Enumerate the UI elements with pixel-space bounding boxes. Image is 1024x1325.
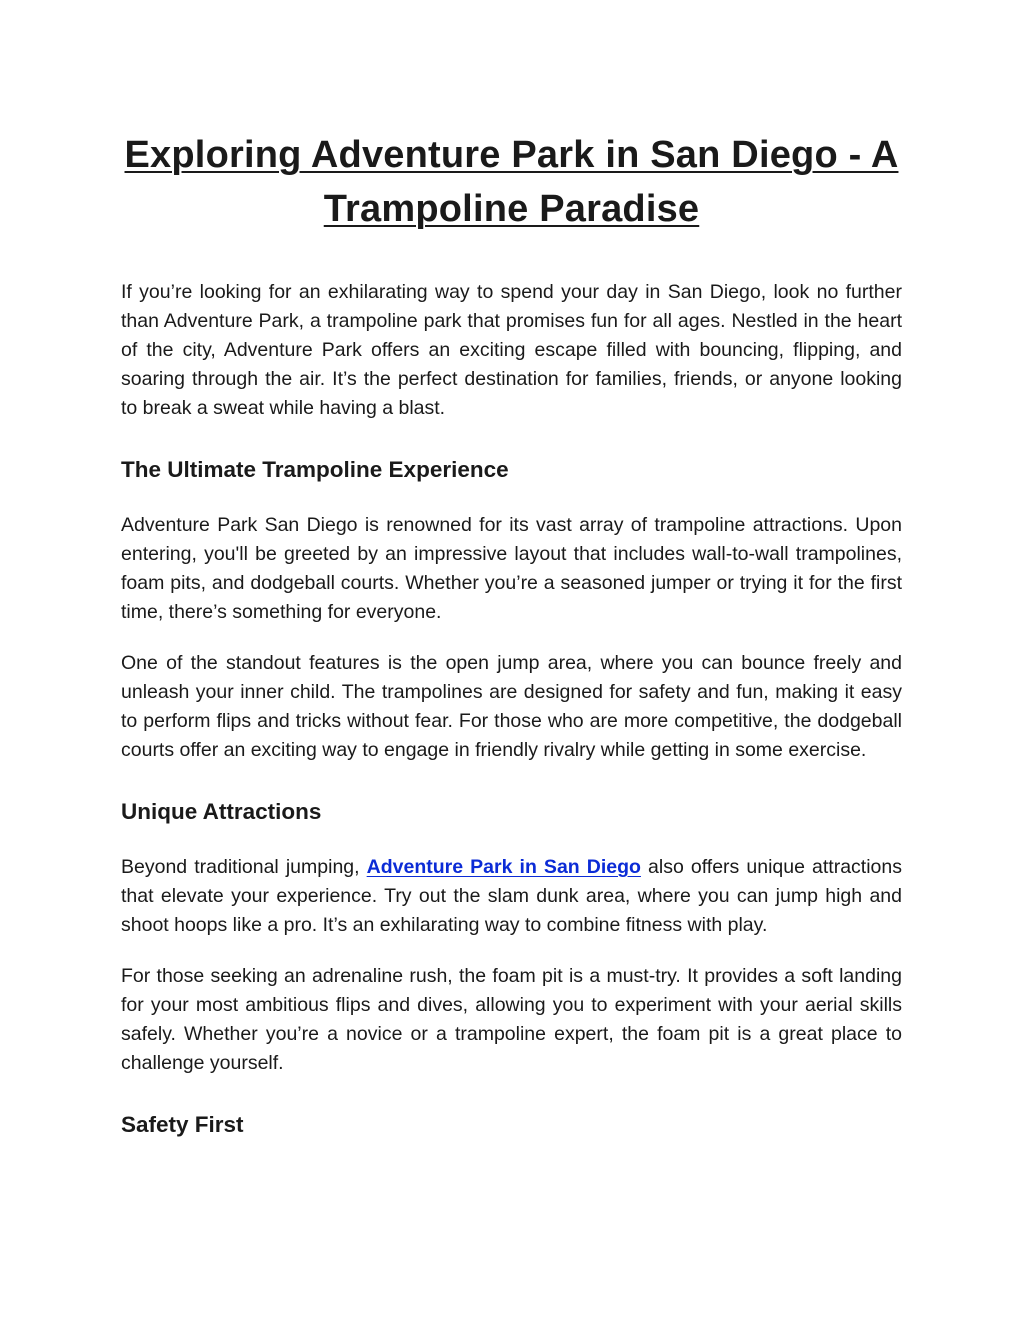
section-heading-safety-first: Safety First (121, 1112, 244, 1137)
link-paragraph-after: also offers unique attractions that elevate your experience. Try out the slam dunk area, where you can jump high and shoot hoops like a pro. It’s an exhilarating way to combine fitness with play. (121, 856, 902, 936)
section-heading-trampoline-experience: The Ultimate Trampoline Experience (121, 457, 509, 482)
section-heading-unique-attractions: Unique Attractions (121, 799, 322, 824)
paragraph-unique-attractions (121, 853, 902, 940)
paragraph-open-jump-area: One of the standout features is the open jump area, where you can bounce freely and unleash your inner child. The trampolines are designed for safety and fun, making it easy to perform flips and tricks without fear. For those who are more competitive, the dodgeball courts offer an exciting way to engage in friendly rivalry while getting in some exercise. (121, 652, 902, 761)
adventure-park-link[interactable]: Adventure Park in San Diego (366, 856, 641, 878)
paragraph-trampoline-attractions: Adventure Park San Diego is renowned for its vast array of trampoline attractions. Upon entering, you'll be greeted by an impressive layout that includes wall-to-wall trampolines, foam pits, and dodgeball courts. Whether you’re a seasoned jumper or trying it for the first time, there’s something for everyone. (121, 514, 902, 623)
document-title: Exploring Adventure Park in San Diego - A Trampoline Paradise (124, 134, 899, 230)
link-paragraph-before: Beyond traditional jumping, (121, 856, 367, 878)
document-page (121, 128, 902, 1166)
paragraph-foam-pit: For those seeking an adrenaline rush, the foam pit is a must-try. It provides a soft landing for your most ambitious flips and dives, allowing you to experiment with your aerial skills safely. Whether you’re a novice or a trampoline expert, the foam pit is a great place to challenge yourself. (121, 965, 902, 1074)
intro-paragraph: If you’re looking for an exhilarating way to spend your day in San Diego, look no further than Adventure Park, a trampoline park that promises fun for all ages. Nestled in the heart of the city, Adventure Park offers an exciting escape filled with bouncing, flipping, and soaring through the air. It’s the perfect destination for families, friends, or anyone looking to break a sweat while having a blast. (121, 281, 902, 419)
